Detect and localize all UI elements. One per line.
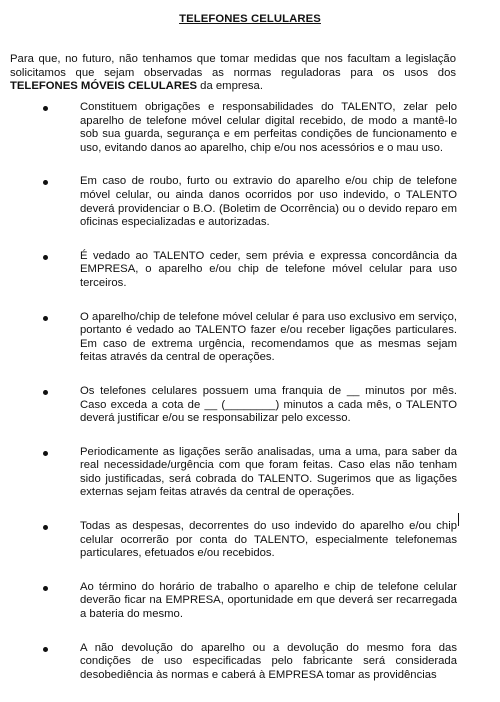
list-item [0, 250, 500, 291]
list-item [0, 581, 500, 622]
bullet-icon [43, 106, 48, 111]
bullet-icon [43, 255, 48, 260]
intro-text-before: Para que, no futuro, não tenhamos que tomar medidas que nos facultam a legislação solicitamos que sejam observadas as normas reguladoras para os usos dos [10, 53, 456, 79]
intro-bold-text: TELEFONES MÓVEIS CELULARES [10, 80, 198, 93]
list-item-text: Os telefones celulares possuem uma franquia de __ minutos por mês. Caso exceda a cota de __ (________) minutos a cada mês, o TALENTO deverá justificar e/ou se responsabilizar pelo excesso. [80, 384, 457, 425]
list-item-text: Constituem obrigações e responsabilidades do TALENTO, zelar pelo aparelho de telefone móvel celular digital recebido, de modo a mantê-lo sob sua guarda, segurança e em perfeitas condições de funcionamento e uso, evitando danos ao aparelho, chip e/ou nos acessórios e o mau uso. [80, 101, 457, 154]
list-item [0, 520, 500, 561]
list-item [0, 642, 500, 683]
list-item [0, 385, 500, 426]
list-item [0, 101, 500, 155]
rules-list [0, 101, 500, 702]
list-item-text: Ao término do horário de trabalho o aparelho e chip de telefone celular deverão ficar na EMPRESA, oportunidade em que deverá ser recarregada a bateria do mesmo. [80, 580, 457, 621]
bullet-icon [43, 586, 48, 591]
list-item-text: A não devolução do aparelho ou a devolução do mesmo fora das condições de uso especificadas pelo fabricante será considerada desobediência às normas e caberá à EMPRESA tomar as providências [80, 641, 457, 681]
document-title: TELEFONES CELULARES [179, 13, 321, 25]
list-item [0, 175, 500, 229]
intro-paragraph [10, 53, 456, 94]
list-item [0, 446, 500, 500]
text-cursor [458, 513, 459, 526]
bullet-icon [43, 180, 48, 185]
list-item-text: Em caso de roubo, furto ou extravio do aparelho e/ou chip de telefone móvel celular, ou ainda danos ocorridos por uso indevido, o TALENTO deverá providenciar o B.O. (Boletim de Ocorrência) ou o devido reparo em oficinas especializadas e autorizadas. [80, 175, 457, 229]
list-item-text: Todas as despesas, decorrentes do uso indevido do aparelho e/ou chip celular ocorrerão por conta do TALENTO, especialmente telefonemas particulares, efetuados e/ou recebidos. [80, 520, 457, 560]
list-item-text: O aparelho/chip de telefone móvel celular é para uso exclusivo em serviço, portanto é vedado ao TALENTO fazer e/ou receber ligações particulares. Em caso de extrema urgência, recomendamos que as mesmas sejam feitas através da central de operações. [80, 310, 457, 364]
bullet-icon [43, 316, 48, 321]
bullet-icon [43, 451, 48, 456]
list-item [0, 311, 500, 365]
list-item-text: É vedado ao TALENTO ceder, sem prévia e expressa concordância da EMPRESA, o aparelho e/ou chip de telefone móvel celular para uso terceiros. [80, 249, 457, 289]
bullet-icon [43, 390, 48, 395]
list-item-text: Periodicamente as ligações serão analisadas, uma a uma, para saber da real necessidade/urgência com que foram feitas. Caso elas não tenham sido justificadas, será cobrada do TALENTO. Sugerimos que as ligações externas sejam feitas através da central de operações. [80, 445, 457, 499]
intro-text-after: da empresa. [197, 80, 263, 93]
bullet-icon [43, 647, 48, 652]
bullet-icon [43, 525, 48, 530]
